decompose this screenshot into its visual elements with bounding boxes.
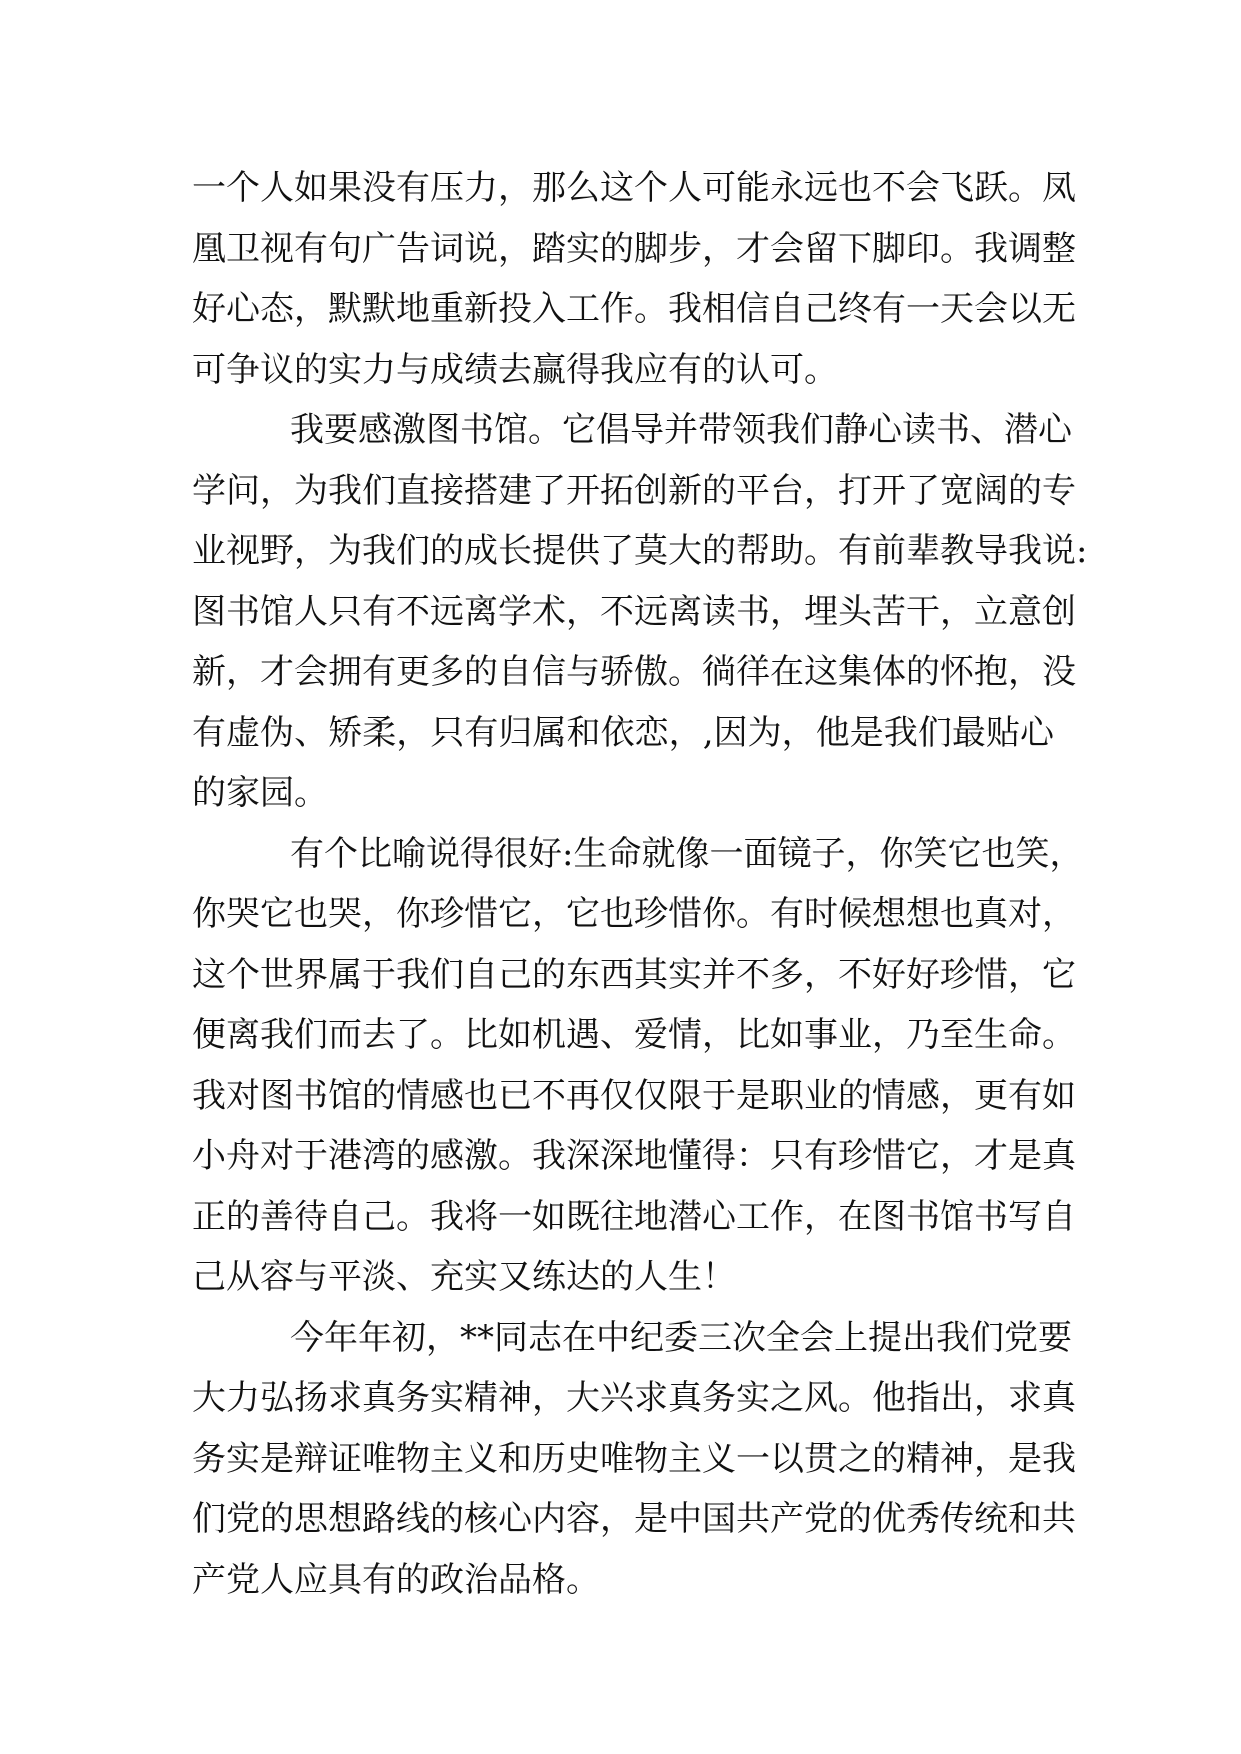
paragraph — [192, 400, 1088, 824]
text-line: 学问，为我们直接搭建了开拓创新的平台，打开了宽阔的专 — [192, 470, 1076, 511]
text-line: 有个比喻说得很好:生命就像一面镜子，你笑它也笑， — [290, 833, 1084, 874]
paragraph — [192, 824, 1084, 1308]
paragraph — [192, 158, 1076, 400]
text-line: 可争议的实力与成绩去赢得我应有的认可。 — [192, 349, 838, 390]
text-line: 们党的思想路线的核心内容，是中国共产党的优秀传统和共 — [192, 1499, 1076, 1539]
text-line: 我对图书馆的情感也已不再仅仅限于是职业的情感，更有如 — [192, 1075, 1076, 1116]
text-line: 这个世界属于我们自己的东西其实并不多，不好好珍惜，它 — [192, 954, 1076, 995]
text-line: 己从容与平淡、充实又练达的人生！ — [192, 1257, 736, 1297]
text-line: 新，才会拥有更多的自信与骄傲。徜徉在这集体的怀抱，没 — [192, 652, 1076, 692]
text-line: 正的善待自己。我将一如既往地潜心工作，在图书馆书写自 — [192, 1196, 1076, 1237]
text-line: 凰卫视有句广告词说，踏实的脚步，才会留下脚印。我调整 — [192, 228, 1076, 269]
text-line: 有虚伪、矫柔，只有归属和依恋，,因为，他是我们最贴心 — [192, 712, 1054, 753]
text-line: 图书馆人只有不远离学术，不远离读书，埋头苦干，立意创 — [192, 591, 1076, 632]
text-line: 今年年初，**同志在中纪委三次全会上提出我们党要 — [290, 1317, 1072, 1358]
text-line: 小舟对于港湾的感激。我深深地懂得：只有珍惜它，才是真 — [192, 1136, 1076, 1176]
text-line: 产党人应具有的政治品格。 — [192, 1559, 600, 1600]
text-line: 大力弘扬求真务实精神，大兴求真务实之风。他指出，求真 — [192, 1378, 1076, 1418]
text-line: 务实是辩证唯物主义和历史唯物主义一以贯之的精神，是我 — [192, 1438, 1076, 1479]
text-line: 一个人如果没有压力，那么这个人可能永远也不会飞跃。凤 — [192, 168, 1076, 208]
text-line: 你哭它也哭，你珍惜它，它也珍惜你。有时候想想也真对， — [192, 894, 1076, 934]
text-line: 的家园。 — [192, 773, 328, 813]
text-line: 便离我们而去了。比如机遇、爱情，比如事业，乃至生命。 — [192, 1015, 1076, 1055]
text-line: 业视野，为我们的成长提供了莫大的帮助。有前辈教导我说: — [192, 531, 1088, 571]
body-text — [192, 158, 1088, 1610]
text-line: 好心态，默默地重新投入工作。我相信自己终有一天会以无 — [192, 289, 1076, 329]
text-line: 我要感激图书馆。它倡导并带领我们静心读书、潜心 — [290, 410, 1072, 450]
paragraph — [192, 1308, 1076, 1611]
